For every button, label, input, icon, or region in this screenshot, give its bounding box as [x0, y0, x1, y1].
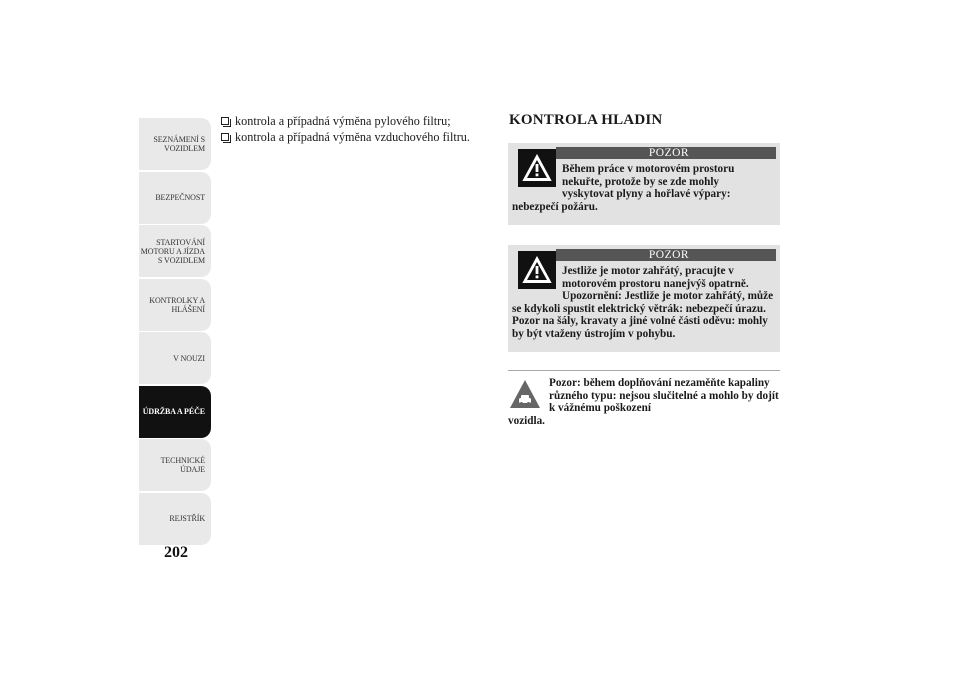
page-number: 202	[164, 544, 188, 561]
tab-kontrolky-a-hlaseni[interactable]: KONTROLKY A HLÁŠENÍ	[139, 279, 211, 331]
tab-technicke-udaje[interactable]: TECHNICKÉ ÚDAJE	[139, 439, 211, 491]
warning-box-fire	[508, 143, 780, 225]
list-item: kontrola a případná výměna vzduchového filtru.	[221, 129, 491, 145]
fluid-note: Pozor: během doplňování nezaměňte kapaliny různého typu: nejsou slučitelné a mohlo by dojít k vážnému poškození vozidla.	[508, 370, 780, 427]
checkbox-bullet-icon	[221, 117, 229, 125]
warning-title: POZOR	[556, 249, 776, 261]
tab-udrzba-a-pece[interactable]: ÚDRŽBA A PÉČE	[139, 386, 211, 438]
warning-title: POZOR	[556, 147, 776, 159]
maintenance-list	[221, 113, 491, 145]
section-heading: KONTROLA HLADIN	[509, 112, 663, 128]
tab-bezpecnost[interactable]: BEZPEČNOST	[139, 172, 211, 224]
warning-triangle-icon	[518, 251, 556, 289]
tab-seznameni-s-vozidlem[interactable]: SEZNÁMENÍ S VOZIDLEM	[139, 118, 211, 170]
warning-text: Jestliže je motor zahřátý, pracujte v motorovém prostoru nanejvýš opatrně. Upozornění: Jestliže je motor zahřátý, může se kdykoli spustit elektrický větrák: nebezpečí úrazu. Pozor na šály, kravaty a jiné volné části oděvu: mohly by být vtaženy ústrojím v pohybu.	[512, 265, 774, 340]
warning-triangle-icon	[518, 149, 556, 187]
tab-v-nouzi[interactable]: V NOUZI	[139, 332, 211, 384]
tab-rejstrik[interactable]: REJSTŘÍK	[139, 493, 211, 545]
car-caution-icon	[508, 377, 542, 411]
warning-box-hot-engine	[508, 245, 780, 352]
tab-startovani-motoru[interactable]: STARTOVÁNÍ MOTORU A JÍZDA S VOZIDLEM	[139, 225, 211, 277]
list-item: kontrola a případná výměna pylového filtru;	[221, 113, 491, 129]
warning-text: Během práce v motorovém prostoru nekuřte, protože by se zde mohly vyskytovat plyny a hořlavé výpary: nebezpečí požáru.	[512, 163, 735, 213]
chapter-tabs	[139, 118, 211, 546]
checkbox-bullet-icon	[221, 133, 229, 141]
